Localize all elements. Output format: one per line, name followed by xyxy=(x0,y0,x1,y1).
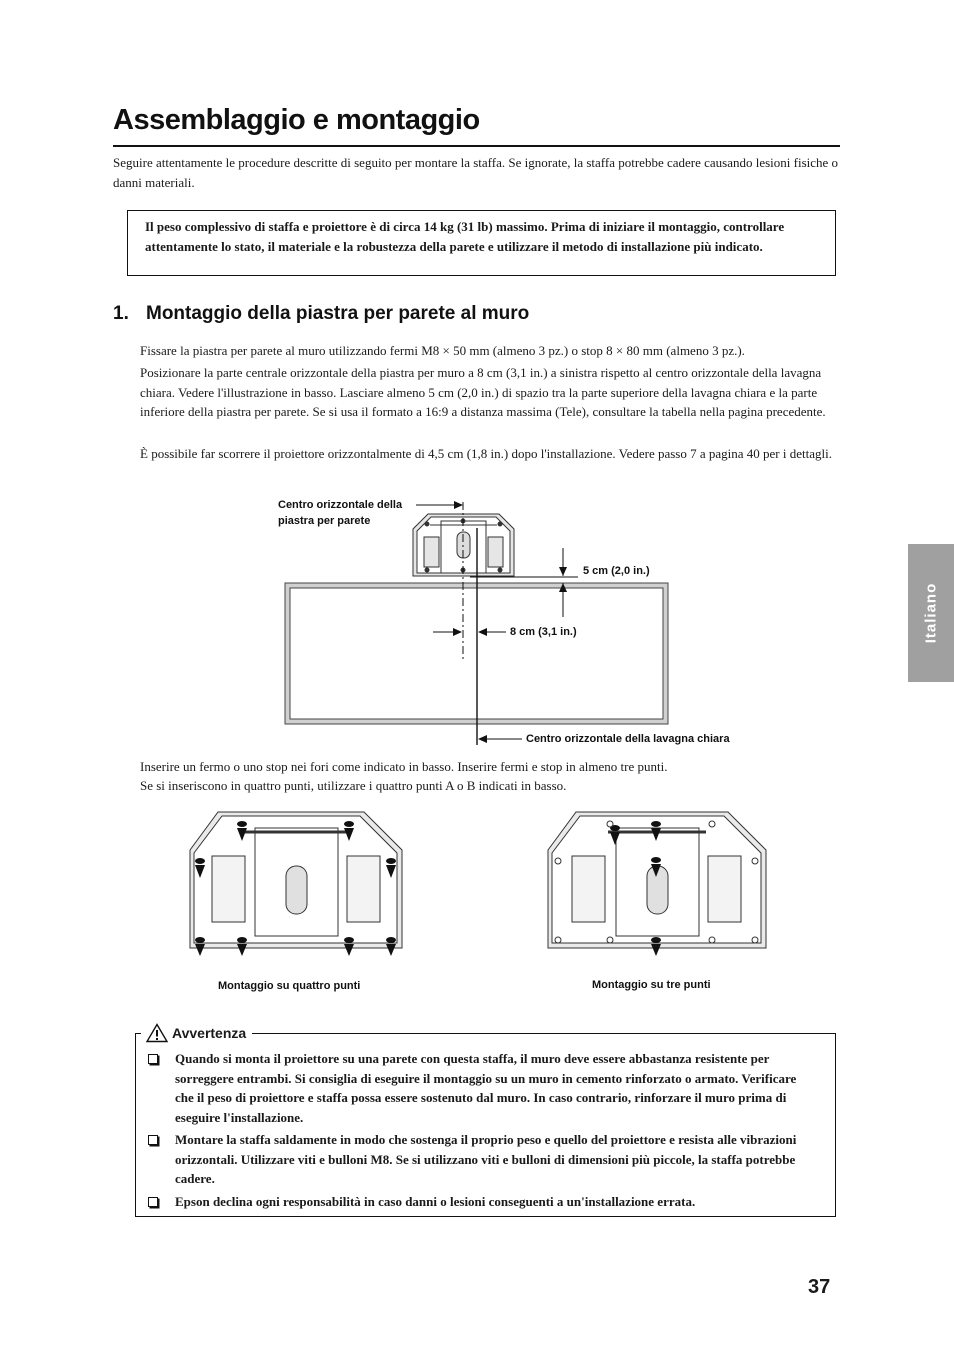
board-center-label: Centro orizzontale della lavagna chiara xyxy=(526,733,730,745)
paragraph-insert-2: Se si inseriscono in quattro punti, utilizzare i quattro punti A o B indicati in basso. xyxy=(140,778,567,793)
warning-item: Montare la staffa saldamente in modo che sostenga il proprio peso e quello del proiettore e resista alle vibrazioni orizzontali. Utilizzare viti e bulloni M8. Se si utilizzano viti e bulloni di dimensioni più piccole, la staffa potrebbe cadere. xyxy=(148,1130,818,1189)
language-tab-label: Italiano xyxy=(922,582,940,644)
four-point-caption: Montaggio su quattro punti xyxy=(218,980,361,992)
paragraph-fasteners: Fissare la piastra per parete al muro utilizzando fermi M8 × 50 mm (almeno 3 pz.) o stop 8 × 80 mm (almeno 3 pz.). xyxy=(140,343,745,358)
warning-label xyxy=(141,1022,252,1044)
four-point-mount-illustration xyxy=(180,806,412,958)
page-number: 37 xyxy=(808,1276,831,1298)
section-heading-text: Montaggio della piastra per parete al muro xyxy=(146,303,530,324)
three-point-mount-illustration xyxy=(538,806,770,958)
intro-paragraph: Seguire attentamente le procedure descritte di seguito per montare la staffa. Se ignorate, la staffa potrebbe cadere causando lesioni fisiche o danni materiali. xyxy=(113,155,839,190)
paragraph-slide: È possibile far scorrere il proiettore orizzontalmente di 4,5 cm (1,8 in.) dopo l'installazione. Vedere passo 7 a pagina 40 per i dettagli. xyxy=(140,446,832,461)
paragraph-positioning: Posizionare la parte centrale orizzontale della piastra per muro a 8 cm (3,1 in.) a sinistra rispetto al centro orizzontale della lavagna chiara. Vedere l'illustrazione in basso. Lasciare almeno 5 cm (2,0 in.) di spazio tra la parte superiore della lavagna chiara e la parte inferiore della piastra per parete. Se si usa il formato a 16:9 a distanza massima (Tele), consultare la tabella nella pagina precedente. xyxy=(140,365,826,419)
checkbox-bullet-icon xyxy=(148,1054,158,1064)
warning-item: Epson declina ogni responsabilità in caso danni o lesioni conseguenti a un'installazione errata. xyxy=(148,1192,818,1212)
warning-list xyxy=(148,1049,818,1214)
section-number: 1. xyxy=(113,303,129,324)
checkbox-bullet-icon xyxy=(148,1135,158,1145)
gap-label: 5 cm (2,0 in.) xyxy=(583,565,650,577)
page-title: Assemblaggio e montaggio xyxy=(113,104,480,136)
three-point-caption: Montaggio su tre punti xyxy=(592,979,711,991)
plate-center-label: Centro orizzontale della piastra per parete xyxy=(278,499,403,527)
checkbox-bullet-icon xyxy=(148,1197,158,1207)
paragraph-insert-1: Inserire un fermo o uno stop nei fori come indicato in basso. Inserire fermi e stop in almeno tre punti. xyxy=(140,759,668,774)
offset-label: 8 cm (3,1 in.) xyxy=(510,626,577,638)
warning-triangle-icon xyxy=(146,1023,168,1043)
weight-notice-box: Il peso complessivo di staffa e proiettore è di circa 14 kg (31 lb) massimo. Prima di iniziare il montaggio, controllare attentamente lo stato, il materiale e la robustezza della parete e utilizzare il metodo di installazione più indicato. xyxy=(127,210,836,276)
warning-item: Quando si monta il proiettore su una parete con questa staffa, il muro deve essere abbastanza resistente per sorreggere entrambi. Si consiglia di eseguire il montaggio su un muro in cemento rinforzato o armato. Verificare che il peso di proiettore e staffa possa essere sostenuto dal muro. In caso contrario, rinforzare il muro prima di eseguire l'installazione. xyxy=(148,1049,818,1127)
warning-label-text: Avvertenza xyxy=(172,1025,247,1041)
